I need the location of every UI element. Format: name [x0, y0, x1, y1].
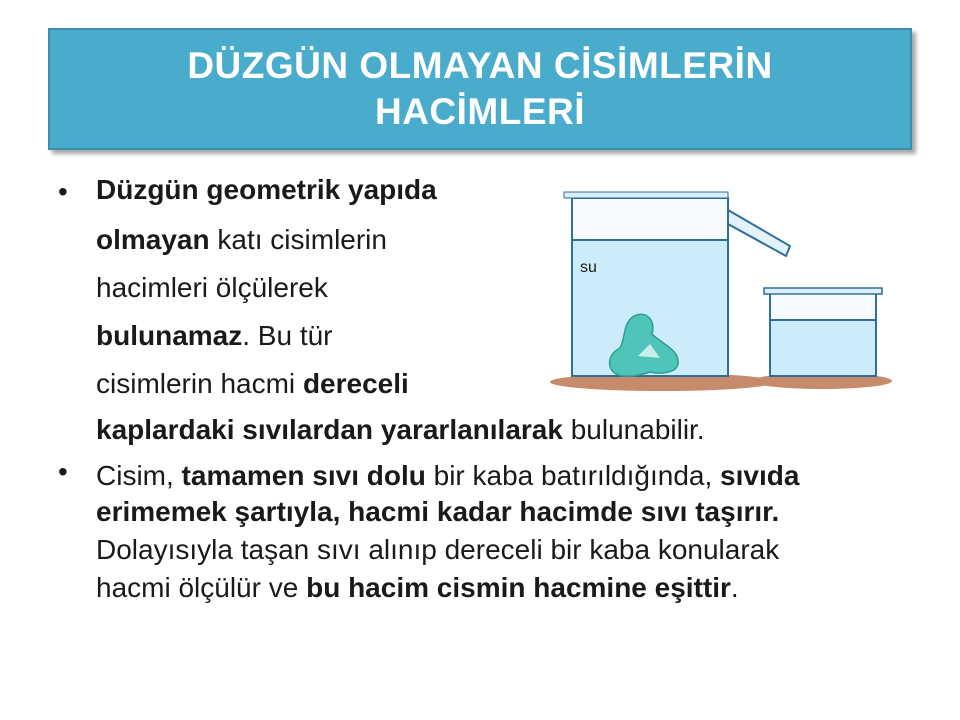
small-beaker-rim [764, 288, 882, 294]
text-segment: Düzgün geometrik yapıda [96, 174, 437, 205]
title-banner [48, 28, 912, 150]
bullet-marker-2: • [58, 456, 68, 487]
text-line [96, 414, 705, 446]
title-line-2: HACİMLERİ [374, 91, 586, 132]
text-segment: . Bu tür [242, 320, 333, 351]
small-beaker-glass [770, 292, 876, 376]
text-segment: dereceli [302, 368, 409, 399]
text-segment: tamamen sıvı dolu [181, 460, 426, 491]
liquid-label: su [580, 259, 597, 276]
text-segment: sıvıda [720, 460, 800, 491]
text-line [96, 368, 409, 400]
text-segment: erimemek şartıyla, hacmi kadar hacimde sıvı taşırır. [96, 496, 780, 527]
beaker-rim-band [564, 192, 728, 198]
text-line [96, 496, 779, 528]
text-segment: bu hacim cismin hacmine eşittir [306, 572, 731, 603]
text-line [96, 572, 739, 604]
overflow-beaker-figure [550, 178, 900, 400]
text-line [96, 534, 779, 566]
text-segment: . [730, 572, 739, 603]
text-segment: bulunabilir. [562, 414, 705, 445]
text-segment: hacmi ölçülür ve [96, 572, 307, 603]
title-line-1: DÜZGÜN OLMAYAN CİSİMLERİN [187, 45, 773, 86]
text-line [96, 174, 437, 206]
text-line [96, 272, 328, 304]
text-line [96, 460, 799, 492]
text-segment: Cisim, [96, 460, 182, 491]
text-segment: cisimlerin hacmi [96, 368, 303, 399]
text-line [96, 224, 387, 256]
text-segment: Dolayısıyla taşan sıvı alınıp dereceli bir kaba konularak [96, 534, 780, 565]
overflow-spout [728, 210, 790, 256]
text-segment: kaplardaki sıvılardan yararlanılarak [96, 414, 563, 445]
text-line [96, 320, 333, 352]
text-segment: olmayan [96, 224, 210, 255]
text-segment: katı cisimlerin [209, 224, 387, 255]
bullet-marker-1: • [58, 176, 68, 207]
text-segment: hacimleri ölçülerek [96, 272, 328, 303]
text-segment: bulunamaz [96, 320, 243, 351]
text-segment: bir kaba batırıldığında, [425, 460, 721, 491]
